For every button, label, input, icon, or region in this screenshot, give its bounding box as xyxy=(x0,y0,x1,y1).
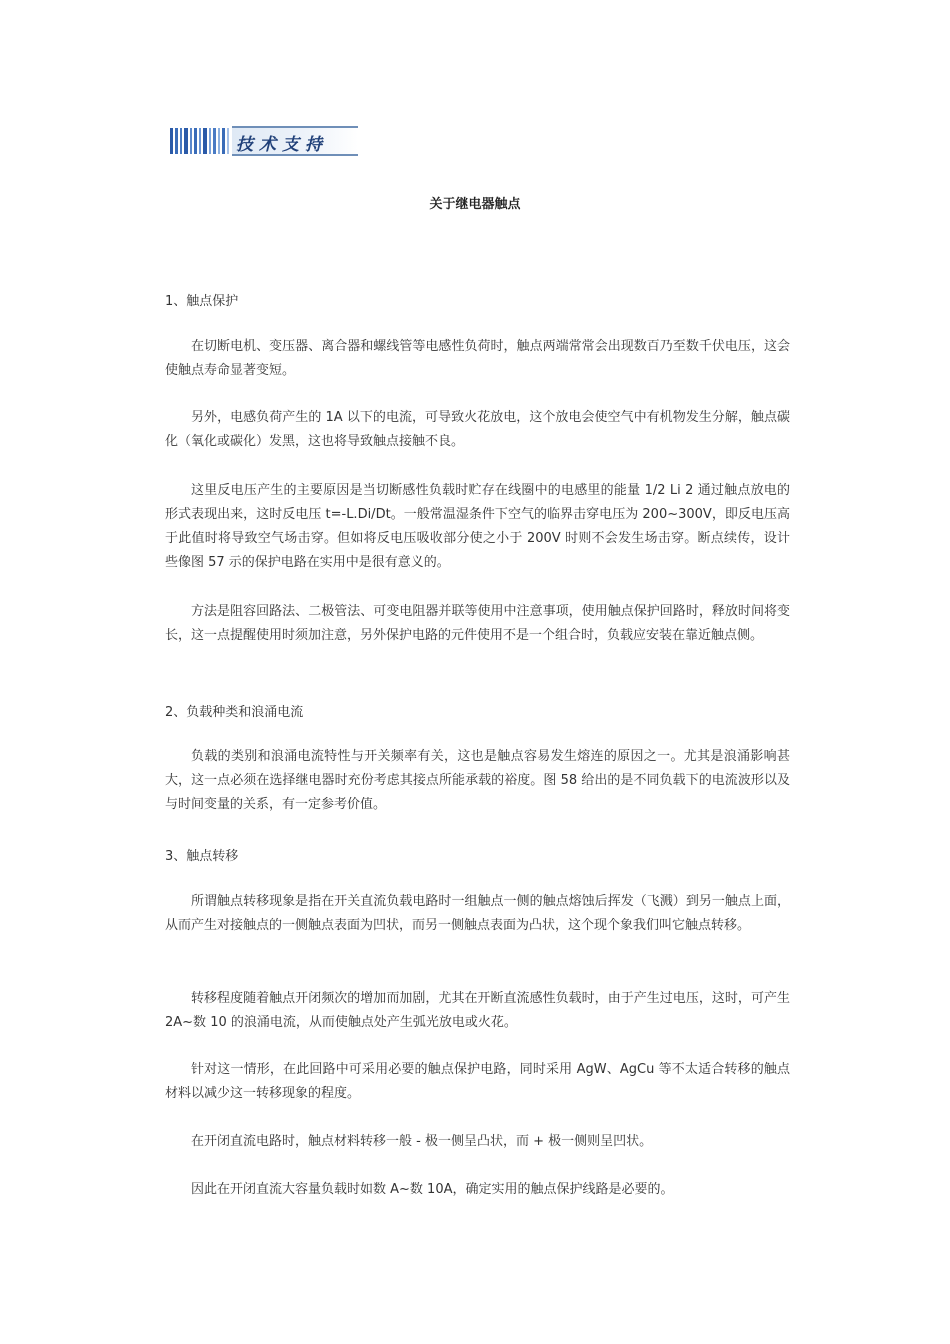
paragraph: 方法是阻容回路法、二极管法、可变电阻器并联等使用中注意事项，使用触点保护回路时，释放时间将变长，这一点提醒使用时须加注意，另外保护电路的元件使用不是一个组合时，负载应安装在靠近触点侧。 xyxy=(165,604,790,643)
section-heading: 3、触点转移 xyxy=(165,849,239,864)
paragraph: 针对这一情形，在此回路中可采用必要的触点保护电路，同时采用 AgW、AgCu 等不太适合转移的触点材料以减少这一转移现象的程度。 xyxy=(165,1062,790,1101)
banner-label-box xyxy=(232,126,358,156)
paragraph: 在切断电机、变压器、离合器和螺线管等电感性负荷时，触点两端常常会出现数百乃至数千伏电压，这会使触点寿命显著变短。 xyxy=(165,339,790,378)
paragraph: 这里反电压产生的主要原因是当切断感性负载时贮存在线圈中的电感里的能量 1/2 Li 2 通过触点放电的形式表现出来，这时反电压 t=-L.Di/Dt。一般常温湿条件下空气的临界击穿电压为 200~300V，即反电压高于此值时将导致空气场击穿。但如将反电压吸收部分使之小于 200V 时则不会发生场击穿。断点续传，设计些像图 57 示的保护电路在实用中是很有意义的。 xyxy=(165,483,790,570)
document-title: 关于继电器触点 xyxy=(429,197,521,212)
paragraph: 在开闭直流电路时，触点材料转移一般 - 极一侧呈凸状，而 + 极一侧则呈凹状。 xyxy=(191,1134,653,1149)
paragraph: 转移程度随着触点开闭频次的增加而加剧，尤其在开断直流感性负载时，由于产生过电压，这时，可产生 2A~数 10 的浪涌电流，从而使触点处产生弧光放电或火花。 xyxy=(165,991,790,1030)
banner-text: 技术支持 xyxy=(236,135,328,155)
paragraph: 负载的类别和浪涌电流特性与开关频率有关，这也是触点容易发生熔连的原因之一。尤其是浪涌影响甚大，这一点必须在选择继电器时充份考虑其接点所能承载的裕度。图 58 给出的是不同负载下的电流波形以及与时间变量的关系，有一定参考价值。 xyxy=(165,749,790,812)
paragraph: 另外，电感负荷产生的 1A 以下的电流，可导致火花放电，这个放电会使空气中有机物发生分解，触点碳化（氧化或碳化）发黑，这也将导致触点接触不良。 xyxy=(165,410,790,449)
section-heading: 2、负载种类和浪涌电流 xyxy=(165,705,304,720)
section-heading: 1、触点保护 xyxy=(165,294,239,309)
stripe-bars-icon xyxy=(168,126,232,156)
tech-support-banner xyxy=(168,126,358,156)
paragraph: 因此在开闭直流大容量负载时如数 A~数 10A，确定实用的触点保护线路是必要的。 xyxy=(191,1182,674,1197)
paragraph: 所谓触点转移现象是指在开关直流负载电路时一组触点一侧的触点熔蚀后挥发（飞溅）到另一触点上面，从而产生对接触点的一侧触点表面为凹状，而另一侧触点表面为凸状，这个现个象我们叫它触点转移。 xyxy=(165,894,790,933)
